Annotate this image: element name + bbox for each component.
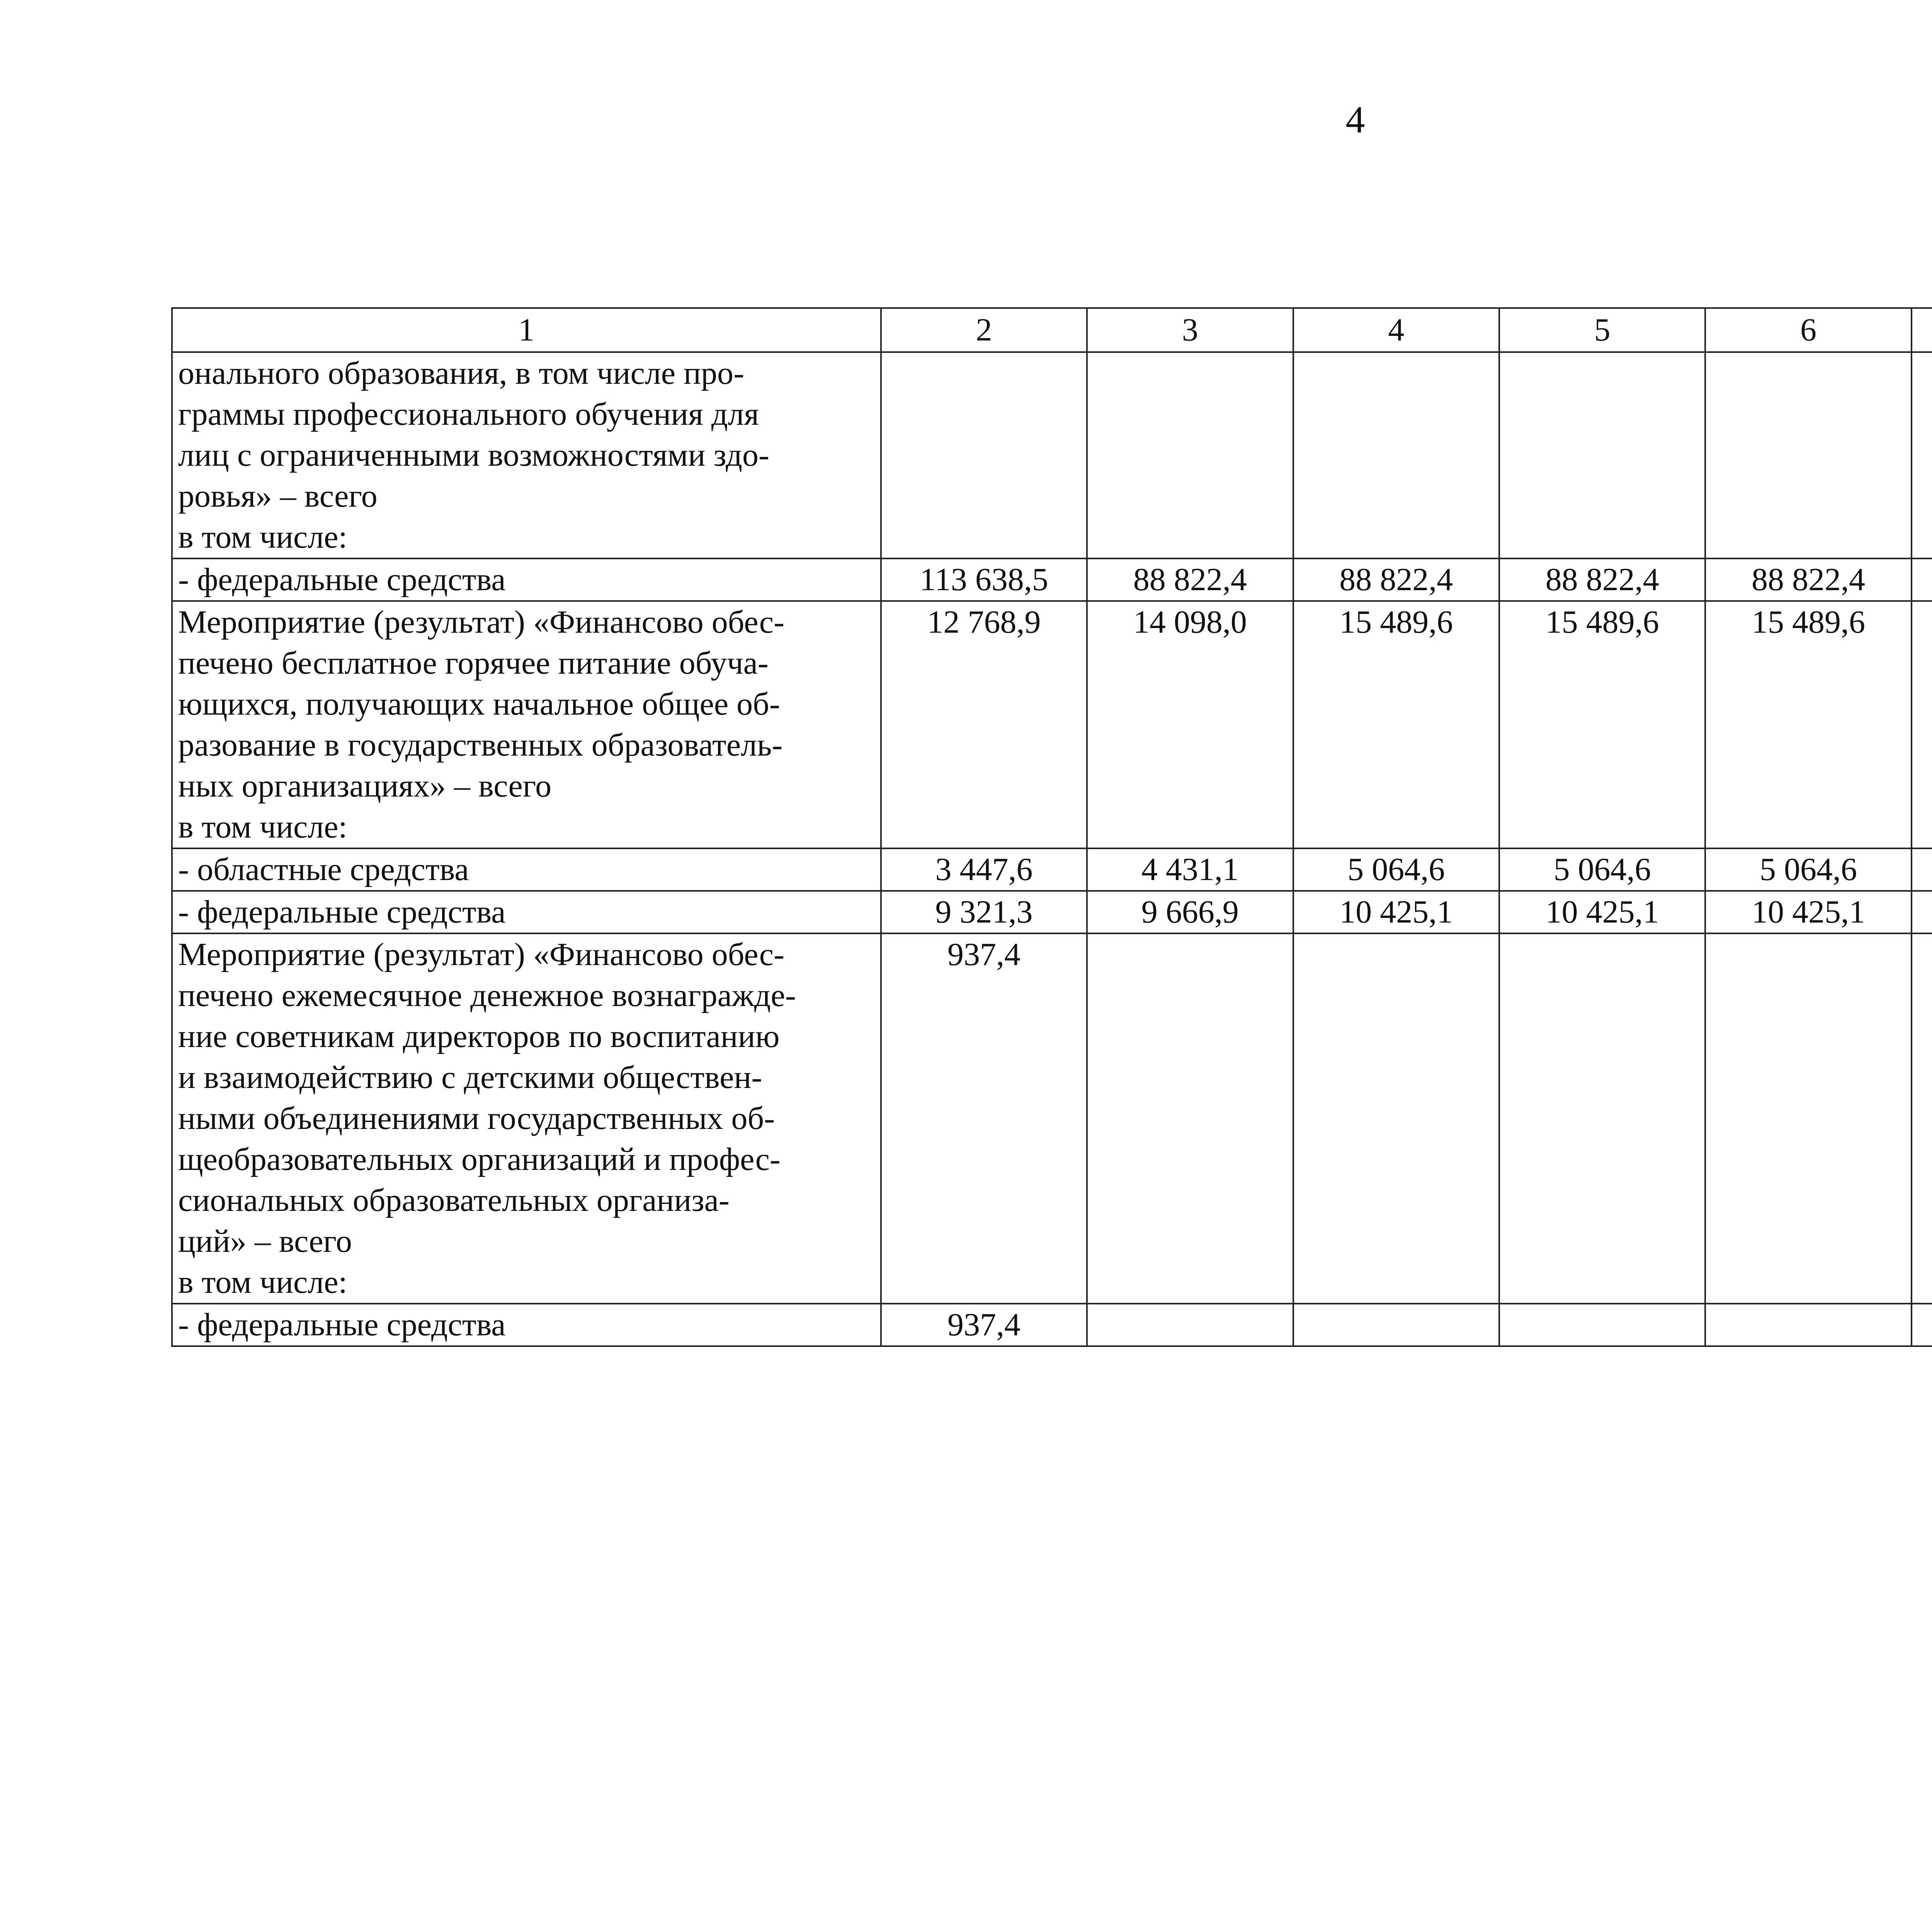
row-label-line: - федеральные средства: [178, 894, 506, 930]
column-header: 3: [1087, 308, 1293, 352]
value-cell: 10 425,1: [1293, 891, 1499, 933]
row-label-line: Мероприятие (результат) «Финансово обес-: [178, 936, 785, 972]
row-label-line: Мероприятие (результат) «Финансово обес-: [178, 604, 785, 640]
value-cell: [1912, 601, 1932, 848]
row-label-line: ными объединениями государственных об-: [178, 1100, 775, 1136]
row-label-line: - федеральные средства: [178, 1307, 506, 1343]
column-header: 1: [172, 308, 881, 352]
value-cell: 12 768,9: [881, 601, 1087, 848]
column-header-row: [172, 308, 1932, 352]
row-label-line: ций» – всего: [178, 1223, 352, 1259]
value-cell: 9 666,9: [1087, 891, 1293, 933]
value-cell: [1912, 1304, 1932, 1346]
value-cell: [1912, 891, 1932, 933]
row-label-line: в том числе:: [178, 519, 347, 555]
value-cell: 14 098,0: [1087, 601, 1293, 848]
value-cell: [1499, 1304, 1705, 1346]
column-header: [1912, 308, 1932, 352]
row-label-line: ние советникам директоров по воспитанию: [178, 1018, 780, 1054]
row-label-line: граммы профессионального обучения для: [178, 396, 759, 432]
value-cell: [1499, 352, 1705, 558]
row-label-line: и взаимодействию с детскими обществен-: [178, 1059, 762, 1095]
value-cell: 4 431,1: [1087, 848, 1293, 891]
row-label: [172, 352, 881, 558]
row-label-line: ющихся, получающих начальное общее об-: [178, 686, 780, 722]
value-cell: [1912, 558, 1932, 601]
value-cell: 15 489,6: [1293, 601, 1499, 848]
row-label-line: - федеральные средства: [178, 562, 506, 598]
row-label-line: сиональных образовательных организа-: [178, 1182, 730, 1218]
value-cell: [1087, 1304, 1293, 1346]
table-body: [172, 308, 1932, 1346]
table-row: [172, 352, 1932, 558]
table-row: [172, 558, 1932, 601]
value-cell: 9 321,3: [881, 891, 1087, 933]
value-cell: [1912, 933, 1932, 1304]
table-row: [172, 848, 1932, 891]
value-cell: [1912, 352, 1932, 558]
row-label: [172, 558, 881, 601]
value-cell: 5 064,6: [1499, 848, 1705, 891]
row-label: [172, 933, 881, 1304]
row-label: [172, 848, 881, 891]
value-cell: [1087, 352, 1293, 558]
row-label-line: разование в государственных образователь-: [178, 727, 783, 763]
value-cell: 88 822,4: [1087, 558, 1293, 601]
row-label-line: печено бесплатное горячее питание обуча-: [178, 645, 769, 681]
page-number: 4: [1345, 98, 1365, 141]
value-cell: [881, 352, 1087, 558]
value-cell: [1293, 1304, 1499, 1346]
value-cell: [1293, 352, 1499, 558]
value-cell: 937,4: [881, 933, 1087, 1304]
value-cell: [1912, 848, 1932, 891]
row-label-line: печено ежемесячное денежное вознагражде-: [178, 977, 796, 1013]
value-cell: 88 822,4: [1499, 558, 1705, 601]
row-label-line: ровья» – всего: [178, 478, 378, 514]
value-cell: 10 425,1: [1705, 891, 1911, 933]
value-cell: 15 489,6: [1499, 601, 1705, 848]
row-label-line: - областные средства: [178, 851, 469, 887]
value-cell: [1499, 933, 1705, 1304]
value-cell: 5 064,6: [1705, 848, 1911, 891]
value-cell: 3 447,6: [881, 848, 1087, 891]
value-cell: [1087, 933, 1293, 1304]
table-row: [172, 891, 1932, 933]
row-label-line: в том числе:: [178, 1264, 347, 1300]
row-label-line: в том числе:: [178, 809, 347, 845]
value-cell: [1705, 1304, 1911, 1346]
value-cell: 88 822,4: [1293, 558, 1499, 601]
value-cell: 88 822,4: [1705, 558, 1911, 601]
row-label-line: лиц с ограниченными возможностями здо-: [178, 437, 769, 473]
row-label: [172, 601, 881, 848]
table-row: [172, 1304, 1932, 1346]
budget-table: [171, 307, 1932, 1347]
value-cell: [1705, 352, 1911, 558]
column-header: 5: [1499, 308, 1705, 352]
column-header: 6: [1705, 308, 1911, 352]
value-cell: 5 064,6: [1293, 848, 1499, 891]
value-cell: 15 489,6: [1705, 601, 1911, 848]
row-label-line: онального образования, в том числе про-: [178, 355, 745, 391]
row-label-line: щеобразовательных организаций и профес-: [178, 1141, 781, 1177]
value-cell: 937,4: [881, 1304, 1087, 1346]
column-header: 2: [881, 308, 1087, 352]
value-cell: [1705, 933, 1911, 1304]
value-cell: 10 425,1: [1499, 891, 1705, 933]
row-label: [172, 1304, 881, 1346]
row-label-line: ных организациях» – всего: [178, 768, 552, 804]
table-row: [172, 601, 1932, 848]
value-cell: 113 638,5: [881, 558, 1087, 601]
column-header: 4: [1293, 308, 1499, 352]
row-label: [172, 891, 881, 933]
value-cell: [1293, 933, 1499, 1304]
table-row: [172, 933, 1932, 1304]
